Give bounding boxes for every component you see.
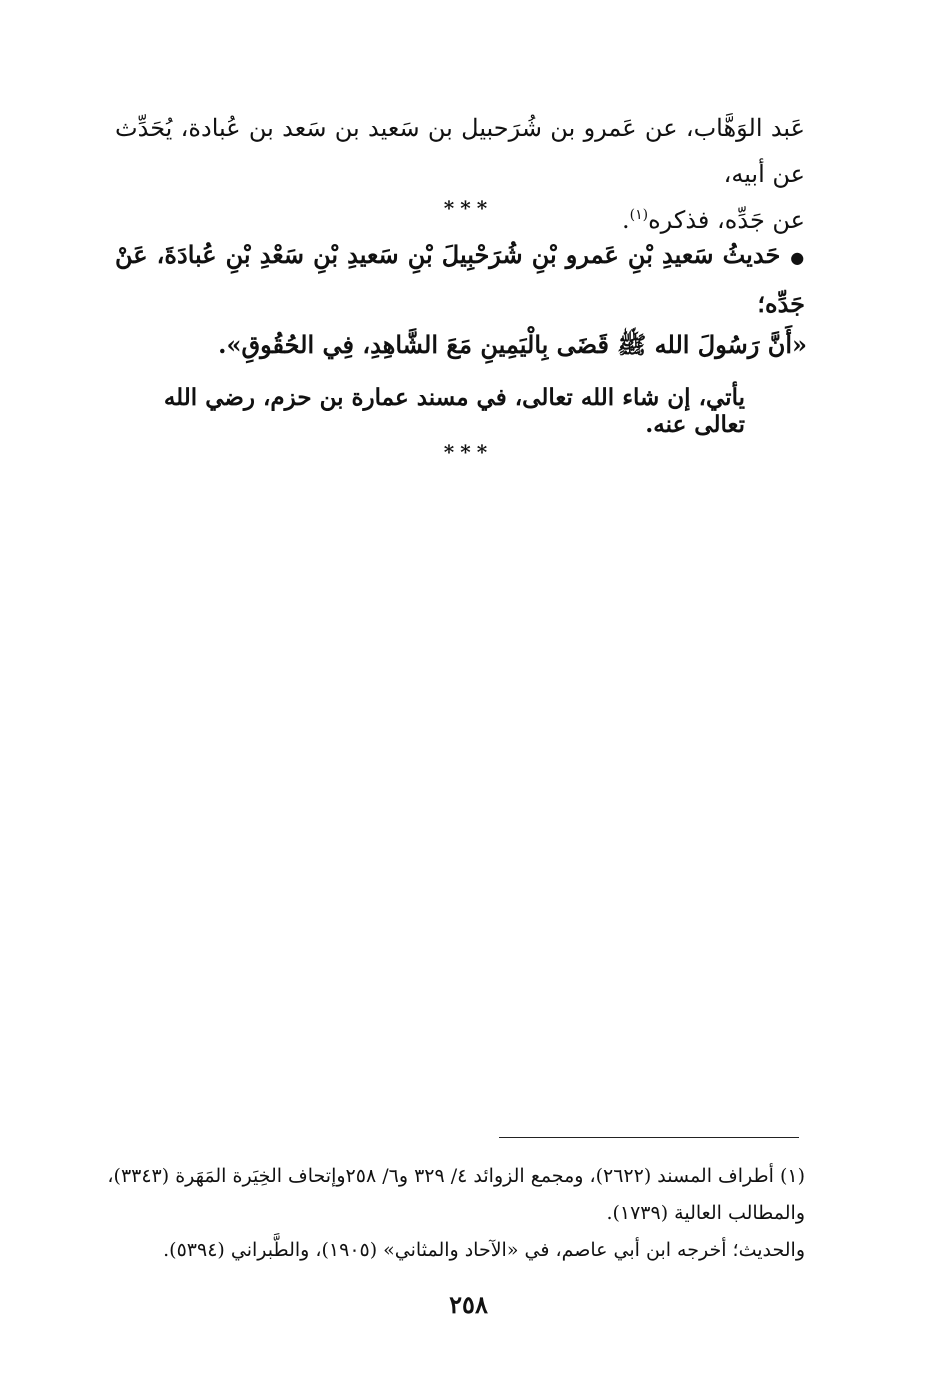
footnote-line-2: والمطالب العالية (١٧٣٩). [606, 1202, 805, 1224]
section-separator-2: *** [443, 440, 494, 464]
section-separator-1: *** [443, 196, 494, 220]
hadith-heading: حَديثُ سَعيدِ بْنِ عَمرو بْنِ شُرَحْبِيلَ بْنِ سَعيدِ بْنِ سَعْدِ بْنِ عُبادَةَ، عَنْ جَدِّه؛ [115, 240, 805, 318]
paragraph-1-line-2-text: عن جَدِّه، فذكره [648, 206, 805, 234]
page-number: ٢٥٨ [449, 1290, 488, 1319]
hadith-quote: «أَنَّ رَسُولَ الله ﷺ قَضَى بِالْيَمِينِ مَعَ الشَّاهِدِ، فِي الحُقُوقِ». [218, 330, 807, 359]
footnote-divider [499, 1137, 799, 1138]
paragraph-1-line-2-end: . [621, 206, 630, 234]
paragraph-2 [115, 232, 805, 327]
footnotes [105, 1158, 805, 1269]
bullet-icon: ● [790, 248, 805, 267]
paragraph-1-line-1: عَبد الوَهَّاب، عن عَمرو بن شُرَحبيل بن سَعيد بن سَعد بن عُبادة، يُحَدِّث عن أبيه، [115, 114, 805, 188]
footnote-reference[interactable]: (١) [629, 207, 649, 223]
footnote-line-3: والحديث؛ أخرجه ابن أبي عاصم، في «الآحاد والمثاني» (١٩٠٥)، والطَّبراني (٥٣٩٤). [163, 1239, 805, 1261]
paragraph-1 [115, 105, 805, 243]
cross-reference-note: يأتي، إن شاء الله تعالى، في مسند عمارة بن حزم، رضي الله تعالى عنه. [163, 384, 745, 438]
footnote-line-1: (١) أطراف المسند (٢٦٢٢)، ومجمع الزوائد ٤/ ٣٢٩ و٦/ ٢٥٨وإتحاف الخِيَرة المَهَرة (٣٣٤٣)، [107, 1165, 805, 1187]
